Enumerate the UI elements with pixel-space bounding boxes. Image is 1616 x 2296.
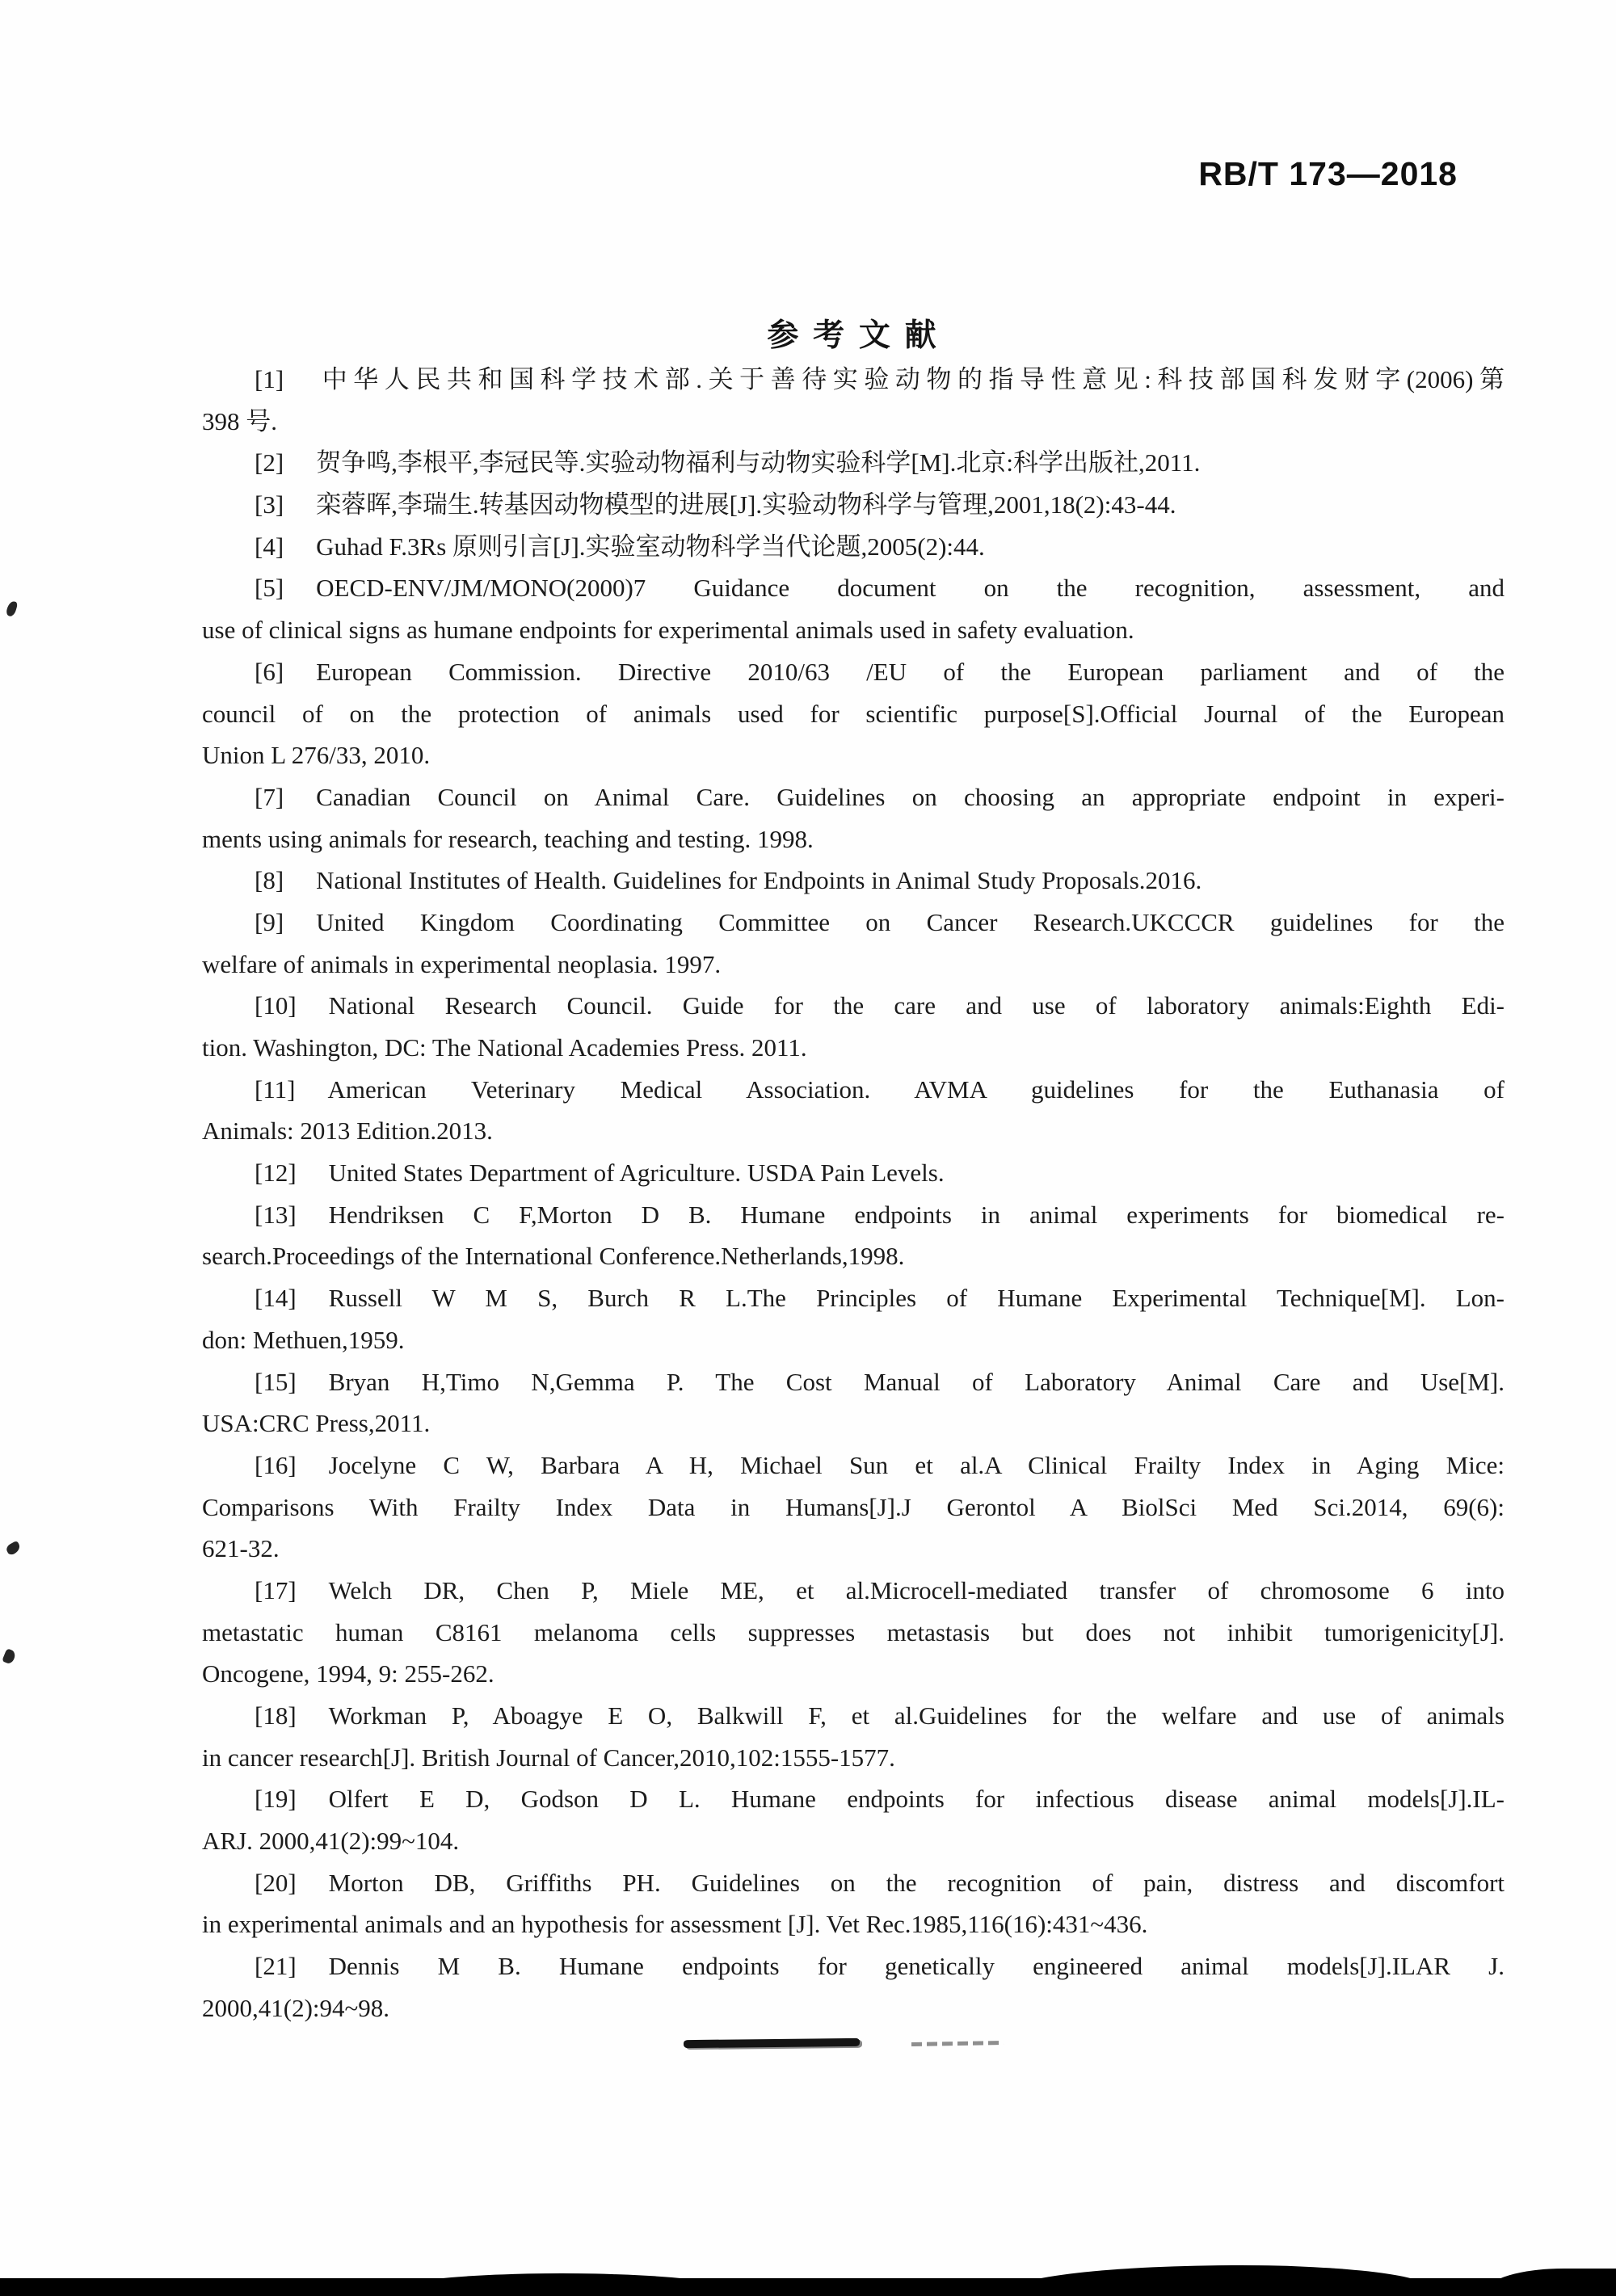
reference-line bbox=[202, 1402, 1504, 1444]
reference-line bbox=[202, 526, 1504, 568]
page-title: 参 考 文 献 bbox=[767, 318, 940, 353]
reference-text: Canadian Council on Animal Care. Guidelines on choosing an appropriate endpoint in experi- bbox=[316, 782, 1504, 811]
reference-line bbox=[202, 1487, 1504, 1529]
reference-line bbox=[202, 442, 1504, 484]
reference-number: [21] bbox=[255, 1952, 297, 1981]
reference-number: [7] bbox=[255, 782, 284, 811]
reference-number: [17] bbox=[255, 1575, 297, 1604]
reference-line bbox=[202, 567, 1504, 609]
reference-text: use of clinical signs as humane endpoints for experimental animals used in safety evaluation. bbox=[202, 616, 1134, 645]
reference-text: OECD-ENV/JM/MONO(2000)7 Guidance document on the recognition, assessment, and bbox=[316, 574, 1504, 603]
reference-text: American Veterinary Medical Association. AVMA guidelines for the Euthanasia of bbox=[327, 1074, 1504, 1104]
ink-speck-icon bbox=[6, 600, 19, 617]
reference-line bbox=[202, 1444, 1504, 1487]
reference-line bbox=[202, 1778, 1504, 1820]
reference-line bbox=[202, 1653, 1504, 1695]
reference-number: [1] bbox=[255, 365, 284, 393]
reference-text: 2000,41(2):94~98. bbox=[202, 1993, 390, 2022]
reference-text: Workman P, Aboagye E O, Balkwill F, et al.Guidelines for the welfare and use of animals bbox=[328, 1701, 1504, 1730]
reference-text: Jocelyne C W, Barbara A H, Michael Sun et al.A Clinical Frailty Index in Aging Mice: bbox=[328, 1450, 1504, 1479]
reference-line bbox=[202, 985, 1504, 1027]
reference-text: 栾蓉晖,李瑞生.转基因动物模型的进展[J].实验动物科学与管理,2001,18(2):43-44. bbox=[316, 490, 1176, 519]
reference-line bbox=[202, 1945, 1504, 1987]
reference-number: [15] bbox=[255, 1367, 297, 1396]
reference-text: Dennis M B. Humane endpoints for genetically engineered animal models[J].ILAR J. bbox=[328, 1952, 1504, 1981]
reference-number: [19] bbox=[255, 1785, 297, 1814]
reference-line bbox=[202, 359, 1504, 401]
reference-line bbox=[202, 1570, 1504, 1612]
reference-text: Hendriksen C F,Morton D B. Humane endpoints in animal experiments for biomedical re- bbox=[328, 1200, 1504, 1229]
reference-number: [20] bbox=[255, 1868, 297, 1897]
reference-line bbox=[202, 944, 1504, 986]
reference-text: Welch DR, Chen P, Miele ME, et al.Microcell-mediated transfer of chromosome 6 into bbox=[328, 1575, 1504, 1604]
reference-text: Oncogene, 1994, 9: 255-262. bbox=[202, 1659, 494, 1688]
scan-edge-shadow bbox=[1487, 2269, 1616, 2291]
reference-line bbox=[202, 734, 1504, 776]
reference-text: search.Proceedings of the International Conference.Netherlands,1998. bbox=[202, 1242, 905, 1271]
reference-line bbox=[202, 1695, 1504, 1737]
reference-text: ARJ. 2000,41(2):99~104. bbox=[202, 1827, 460, 1856]
reference-number: [13] bbox=[255, 1200, 297, 1229]
reference-text: 398 号. bbox=[202, 406, 277, 435]
reference-line bbox=[202, 1277, 1504, 1319]
reference-line bbox=[202, 1528, 1504, 1570]
reference-text: 621-32. bbox=[202, 1534, 280, 1563]
reference-line bbox=[202, 1987, 1504, 2029]
reference-number: [6] bbox=[255, 657, 284, 686]
end-of-document-mark-faint bbox=[911, 2041, 1004, 2046]
reference-line bbox=[202, 1319, 1504, 1361]
reference-text: council of on the protection of animals used for scientific purpose[S].Official Journal of the European bbox=[202, 699, 1504, 728]
reference-text: Union L 276/33, 2010. bbox=[202, 741, 431, 770]
reference-line bbox=[202, 1862, 1504, 1904]
reference-text: National Research Council. Guide for the care and use of laboratory animals:Eighth Edi- bbox=[328, 991, 1504, 1020]
reference-line bbox=[202, 1194, 1504, 1236]
reference-text: welfare of animals in experimental neoplasia. 1997. bbox=[202, 949, 722, 978]
reference-line bbox=[202, 1737, 1504, 1779]
reference-number: [2] bbox=[255, 448, 284, 477]
reference-number: [11] bbox=[255, 1074, 296, 1104]
scan-edge-shadow bbox=[1010, 2265, 1430, 2291]
reference-line bbox=[202, 1235, 1504, 1277]
scan-edge-shadow bbox=[388, 2273, 735, 2291]
reference-text: Animals: 2013 Edition.2013. bbox=[202, 1116, 493, 1146]
reference-line bbox=[202, 1361, 1504, 1403]
reference-line bbox=[202, 484, 1504, 526]
reference-number: [10] bbox=[255, 991, 297, 1020]
reference-number: [5] bbox=[255, 574, 284, 603]
reference-number: [12] bbox=[255, 1159, 297, 1188]
reference-line bbox=[202, 1820, 1504, 1862]
reference-line bbox=[202, 609, 1504, 651]
reference-text: Comparisons With Frailty Index Data in Humans[J].J Gerontol A BiolSci Med Sci.2014, 69(6): bbox=[202, 1492, 1504, 1521]
reference-text: National Institutes of Health. Guidelines for Endpoints in Animal Study Proposals.2016. bbox=[316, 866, 1202, 895]
reference-number: [18] bbox=[255, 1701, 297, 1730]
reference-line bbox=[202, 1612, 1504, 1654]
reference-line bbox=[202, 902, 1504, 944]
reference-text: Morton DB, Griffiths PH. Guidelines on the recognition of pain, distress and discomfort bbox=[328, 1868, 1504, 1897]
reference-line bbox=[202, 1903, 1504, 1945]
reference-line bbox=[202, 1110, 1504, 1152]
ink-speck-icon bbox=[5, 1541, 22, 1556]
reference-line bbox=[202, 651, 1504, 693]
reference-text: 中华人民共和国科学技术部.关于善待实验动物的指导性意见:科技部国科发财字(2006)第 bbox=[316, 365, 1504, 393]
reference-line bbox=[202, 693, 1504, 735]
reference-text: don: Methuen,1959. bbox=[202, 1325, 405, 1354]
reference-number: [4] bbox=[255, 532, 284, 561]
reference-line bbox=[202, 776, 1504, 818]
reference-text: United Kingdom Coordinating Committee on Cancer Research.UKCCCR guidelines for the bbox=[316, 907, 1504, 936]
reference-list bbox=[202, 359, 1504, 2029]
reference-line bbox=[202, 1027, 1504, 1069]
reference-text: United States Department of Agriculture. USDA Pain Levels. bbox=[328, 1159, 945, 1188]
reference-number: [14] bbox=[255, 1284, 297, 1313]
reference-number: [3] bbox=[255, 490, 284, 519]
reference-text: Bryan H,Timo N,Gemma P. The Cost Manual of Laboratory Animal Care and Use[M]. bbox=[328, 1367, 1504, 1396]
reference-line bbox=[202, 860, 1504, 902]
reference-text: Russell W M S, Burch R L.The Principles of Humane Experimental Technique[M]. Lon- bbox=[328, 1284, 1504, 1313]
reference-line bbox=[202, 1069, 1504, 1111]
reference-text: European Commission. Directive 2010/63 /EU of the European parliament and of the bbox=[316, 657, 1504, 686]
reference-text: 贺争鸣,李根平,李冠民等.实验动物福利与动物实验科学[M].北京:科学出版社,2011. bbox=[316, 448, 1201, 477]
ink-speck-icon bbox=[2, 1648, 16, 1665]
reference-text: in cancer research[J]. British Journal of Cancer,2010,102:1555-1577. bbox=[202, 1743, 895, 1772]
standard-number: RB/T 173—2018 bbox=[1198, 155, 1458, 192]
reference-number: [8] bbox=[255, 866, 284, 895]
reference-line bbox=[202, 1152, 1504, 1194]
reference-number: [16] bbox=[255, 1450, 297, 1479]
reference-text: Olfert E D, Godson D L. Humane endpoints for infectious disease animal models[J].IL- bbox=[328, 1785, 1504, 1814]
reference-text: metastatic human C8161 melanoma cells suppresses metastasis but does not inhibit tumorigenicity[J]. bbox=[202, 1617, 1504, 1646]
reference-number: [9] bbox=[255, 907, 284, 936]
reference-text: USA:CRC Press,2011. bbox=[202, 1409, 431, 1438]
reference-text: tion. Washington, DC: The National Academies Press. 2011. bbox=[202, 1033, 807, 1062]
reference-line bbox=[202, 818, 1504, 860]
end-of-document-mark bbox=[684, 2038, 860, 2048]
reference-text: in experimental animals and an hypothesis for assessment [J]. Vet Rec.1985,116(16):431~436. bbox=[202, 1910, 1148, 1939]
reference-text: Guhad F.3Rs 原则引言[J].实验室动物科学当代论题,2005(2):44. bbox=[316, 532, 985, 561]
reference-line bbox=[202, 401, 1504, 443]
reference-text: ments using animals for research, teaching and testing. 1998. bbox=[202, 824, 814, 853]
